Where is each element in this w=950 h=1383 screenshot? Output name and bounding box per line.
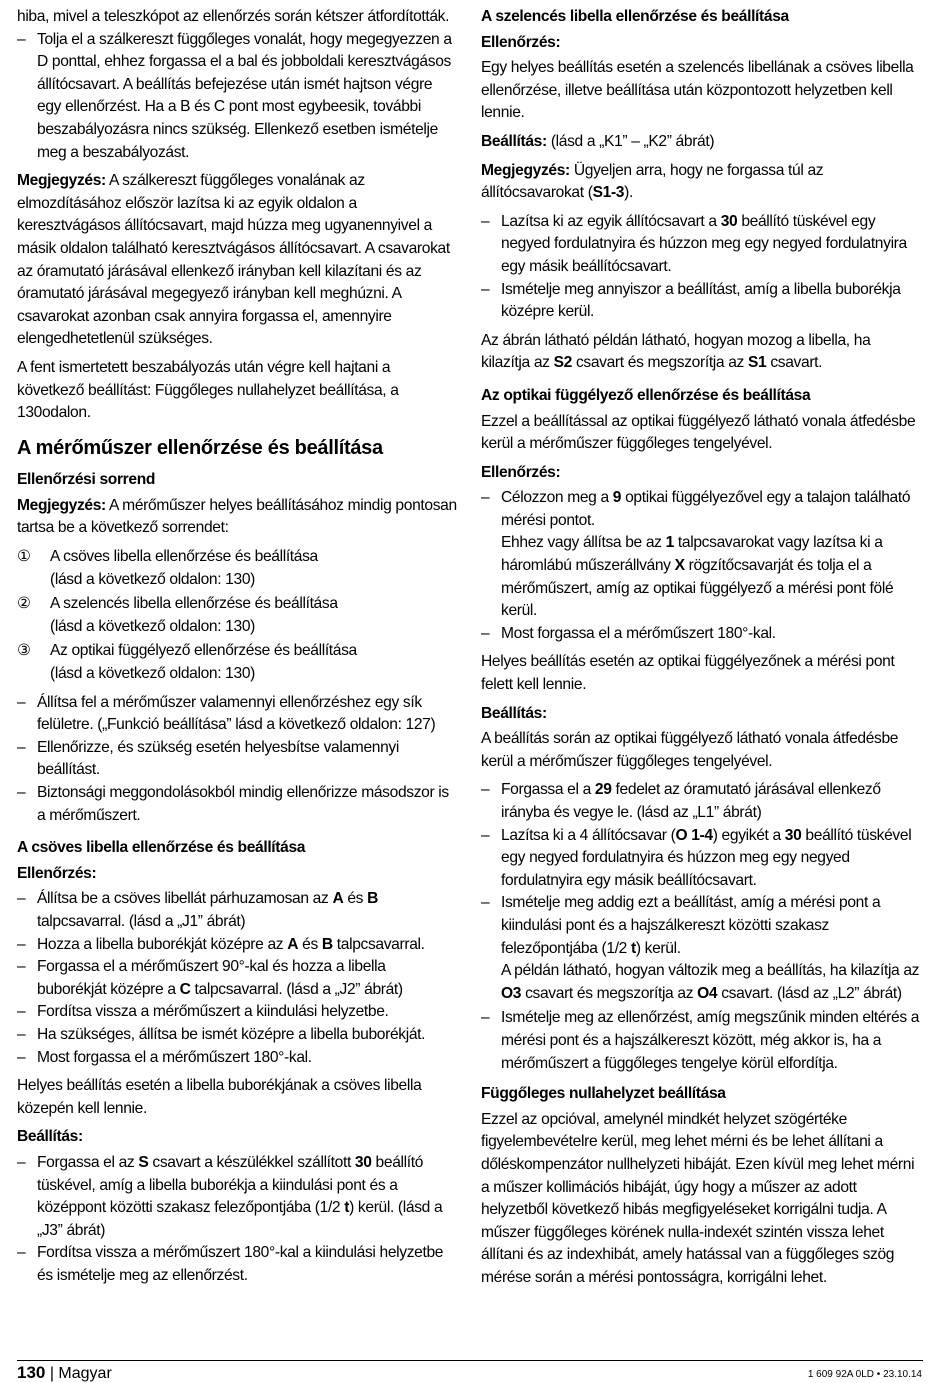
left-column — [17, 6, 457, 1293]
subsection-title: Az optikai függélyező ellenőrzése és beállítása — [481, 386, 811, 404]
subsection-title: A szelencés libella ellenőrzése és beállítása — [481, 8, 789, 25]
list-item: – Biztonsági meggondolásokból mindig ellenőrizze másodszor is a mérőműszert. — [17, 784, 449, 824]
footer-language: Magyar — [58, 1365, 112, 1382]
list-item: – Ismételje meg annyiszor a beállítást, amíg a libella buborékja középre kerül. — [481, 280, 901, 321]
list-item: – Tolja el a szálkereszt függőleges vonalát, hogy megegyezzen a D ponttal, ehhez forgassa el a bal és jobboldali keresztvágásos állítócsavart. A beállítás befejezése után ismét hajtson végre egy ellenőrzést. Ha a B és C pont most egybeesik, további beszabályozásra nincs szükség. Ellenkező esetben ismételje meg a beszabályozást. — [17, 30, 452, 161]
right-column — [481, 6, 923, 1295]
numbered-item: ③ Az optikai függélyező ellenőrzése és beállítása (lásd a következő oldalon: 130) — [17, 642, 357, 683]
list-item: – Hozza a libella buborékját középre az A és B talpcsavarral. — [17, 934, 457, 957]
footer-doc-code: 1 609 92A 0LD • 23.10.14 — [807, 1369, 922, 1380]
list-item: – Lazítsa ki az egyik állítócsavart a 30 beállító tüskével egy negyed fordulatnyira és húzzon meg egy negyed fordulatnyira egy másik beállítócsavart. — [481, 212, 907, 275]
list-item: – Lazítsa ki a 4 állítócsavar (O 1-4) egyikét a 30 beállító tüskével egy negyed fordulatnyira és húzzon meg egy negyed fordulatnyira egy másik beállítócsavart. — [481, 826, 912, 889]
dash-marker: – — [17, 1153, 26, 1171]
list-item: – Ismételje meg az ellenőrzést, amíg megszűnik minden eltérés a mérési pont és a hajszálkereszt között, még akkor is, ha a mérőműszert a függőleges tengelye körül elfordítja. — [481, 1009, 920, 1072]
dash-marker: – — [17, 784, 26, 801]
adjust-label: Beállítás: — [17, 1128, 83, 1146]
list-item: – Most forgassa el a mérőműszert 180°-kal. — [481, 623, 923, 646]
list-item: – Most forgassa el a mérőműszert 180°-kal. — [17, 1047, 457, 1070]
dash-marker: – — [17, 1003, 26, 1021]
paragraph: A beállítás során az optikai függélyező látható vonala átfedésbe kerül a mérőműszer függőleges tengelyével. — [481, 730, 899, 770]
section-title: A mérőműszer ellenőrzése és beállítása — [17, 436, 383, 459]
list-item: – Fordítsa vissza a mérőműszert 180°-kal a kiindulási helyzetbe és ismételje meg az ellenőrzést. — [17, 1244, 444, 1284]
dash-marker: – — [481, 280, 490, 298]
check-label: Ellenőrzés: — [481, 33, 561, 51]
subsection-title: Ellenőrzési sorrend — [17, 471, 156, 489]
check-label: Ellenőrzés: — [481, 463, 561, 481]
paragraph: Helyes beállítás esetén az optikai függélyezőnek a mérési pont felett kell lennie. — [481, 653, 895, 694]
dash-marker: – — [17, 738, 26, 756]
opt-adjust-list — [481, 779, 923, 1075]
list-item: – Forgassa el a mérőműszert 90°-kal és hozza a libella buborékját középre a C talpcsavarral. (lásd a „J2” ábrát) — [17, 958, 403, 998]
note-label: Megjegyzés: — [481, 161, 570, 179]
tube-adjust-list — [17, 1152, 457, 1288]
dash-marker: – — [481, 781, 490, 799]
circ-adjust-list — [481, 211, 923, 324]
dash-marker: – — [481, 489, 490, 507]
adjust-paragraph: Beállítás: (lásd a „K1” – „K2” ábrát) — [481, 132, 715, 150]
numbered-item: ② A szelencés libella ellenőrzése és beállítása (lásd a következő oldalon: 130) — [17, 595, 338, 635]
tube-check-list — [17, 888, 457, 1069]
page-number: 130 — [17, 1363, 46, 1382]
dash-marker: – — [17, 1244, 26, 1262]
footer-separator: | — [45, 1365, 59, 1382]
note-paragraph: Megjegyzés: A mérőműszer helyes beállításához mindig pontosan tartsa be a következő sorrendet: — [17, 496, 457, 537]
list-item: – Forgassa el az S csavart a készülékkel szállított 30 beállító tüskével, amíg a libella buborékja a kiindulási pont és a középpont közötti szakasz felezőpontjába (1/2 t) kerül. (lásd a „J3” ábrát) — [17, 1153, 443, 1239]
intro-continuation: hiba, mivel a teleszkópot az ellenőrzés során kétszer átfordították. — [17, 8, 450, 25]
paragraph: Egy helyes beállítás esetén a szelencés libellának a csöves libella ellenőrzése, illetve beállítása után központozott helyzetben kell lennie. — [481, 59, 914, 122]
dash-marker: – — [17, 693, 26, 711]
adjust-label: Beállítás: — [481, 132, 547, 150]
list-item: – Fordítsa vissza a mérőműszert a kiindulási helyzetbe. — [17, 1001, 457, 1024]
adjust-label: Beállítás: — [481, 704, 547, 722]
paragraph: Ezzel az opcióval, amelynél mindkét helyzet szögértéke figyelembevételre kerül, meg lehet mérni és be lehet állítani a dőléskompenzátor nullhelyzeti hibáját. Ezen kívül meg lehet mérni a műszer kollimációs hibáját, úgy hogy a műszer az adott helyzetből következő hibás megfigyeléseket korrigálni tudja. A műszer függőleges körének nulla-indexét szintén vissza lehet állítani és az indexhibát, amely hatással van a függőleges szög mérése során a mérési pontosságra, korrigálni lehet. — [481, 1110, 915, 1286]
dash-marker: – — [17, 958, 26, 976]
dash-marker: – — [17, 1025, 26, 1043]
numbered-item: ① A csöves libella ellenőrzése és beállítása (lásd a következő oldalon: 130) — [17, 548, 318, 588]
list-item: – Állítsa be a csöves libellát párhuzamosan az A és B talpcsavarral. (lásd a „J1” ábrát) — [17, 890, 379, 930]
opt-check-list — [481, 487, 923, 645]
dash-marker: – — [481, 826, 490, 844]
note-label: Megjegyzés: — [17, 496, 106, 514]
paragraph: A fent ismertetett beszabályozás után végre kell hajtani a következő beállítást: Függőleges nullahelyzet beállítása, a 130odalon. — [17, 358, 399, 422]
note-label: Megjegyzés: — [17, 172, 106, 190]
paragraph: Helyes beállítás esetén a libella buborékjának a csöves libella közepén kell lennie. — [17, 1077, 422, 1117]
list-item: – Ha szükséges, állítsa be ismét középre a libella buborékját. — [17, 1024, 457, 1047]
intro-list — [17, 29, 457, 165]
circled-number: ③ — [17, 642, 31, 660]
circled-number: ② — [17, 595, 31, 613]
subsection-title: A csöves libella ellenőrzése és beállítása — [17, 839, 306, 857]
list-item: – Ismételje meg addig ezt a beállítást, amíg a mérési pont a kiindulási pont és a hajszálkereszt közötti szakasz felezőpontjába (1/2 t) kerül. A példán látható, hogyan változik meg a beállítás, ha kilazítja az O3 csavart és megszorítja az O4 csavart. (lásd az „L2” ábrát) — [481, 894, 920, 1002]
dash-marker: – — [481, 894, 490, 912]
list-item: – Állítsa fel a mérőműszer valamennyi ellenőrzéshez egy sík felületre. („Funkció beállítása” lásd a következő oldalon: 127) — [17, 693, 436, 734]
dash-marker: – — [17, 30, 26, 48]
dash-marker: – — [17, 935, 26, 953]
paragraph: Ezzel a beállítással az optikai függélyező látható vonala átfedésbe kerül a mérőműszer függőleges tengelyével. — [481, 412, 916, 453]
numbered-list — [17, 546, 457, 686]
footer-page-label — [17, 1363, 112, 1383]
paragraph: Az ábrán látható példán látható, hogyan mozog a libella, ha kilazítja az S2 csavart és megszorítja az S1 csavart. — [481, 331, 871, 372]
subsection-title: Függőleges nullahelyzet beállítása — [481, 1085, 726, 1103]
dash-marker: – — [17, 1048, 26, 1066]
list-item: – Ellenőrizze, és szükség esetén helyesbítse valamennyi beállítást. — [17, 738, 399, 779]
footer-divider — [17, 1360, 923, 1361]
list-item: – Célozzon meg a 9 optikai függélyezővel egy a talajon található mérési pontot. Ehhez vagy állítsa be az 1 talpcsavarokat vagy lazítsa ki a háromlábú műszerállvány X rögzítőcsavarját és tolja el a mérőműszert, amíg az optikai függélyező a mérési pont fölé kerül. — [481, 489, 911, 620]
note-paragraph: Megjegyzés: Ügyeljen arra, hogy ne forgassa túl az állítócsavarokat (S1-3). — [481, 161, 824, 202]
note-paragraph: Megjegyzés: A szálkereszt függőleges vonalának az elmozdításához először lazítsa ki az egyik oldalon a keresztvágásos állítócsavart, majd húzza meg ugyanennyivel a másik oldalon található keresztvágásos állítócsavart. A csavarokat az óramutató járásával ellenkező irányban kell kilazítani és az óramutató járásával megegyező irányban kell meghúzni. A csavarokat azonban csak annyira forgassa el, amennyire elengedhetetlenül szükséges. — [17, 172, 450, 348]
check-label: Ellenőrzés: — [17, 864, 97, 882]
dash-marker: – — [17, 890, 26, 908]
dash-marker: – — [481, 212, 490, 230]
list-item: – Forgassa el a 29 fedelet az óramutató járásával ellenkező irányba és vegye le. (lásd az „L1” ábrát) — [481, 781, 881, 821]
order-list — [17, 692, 457, 828]
circled-number: ① — [17, 548, 31, 566]
dash-marker: – — [481, 1009, 490, 1027]
dash-marker: – — [481, 624, 490, 642]
